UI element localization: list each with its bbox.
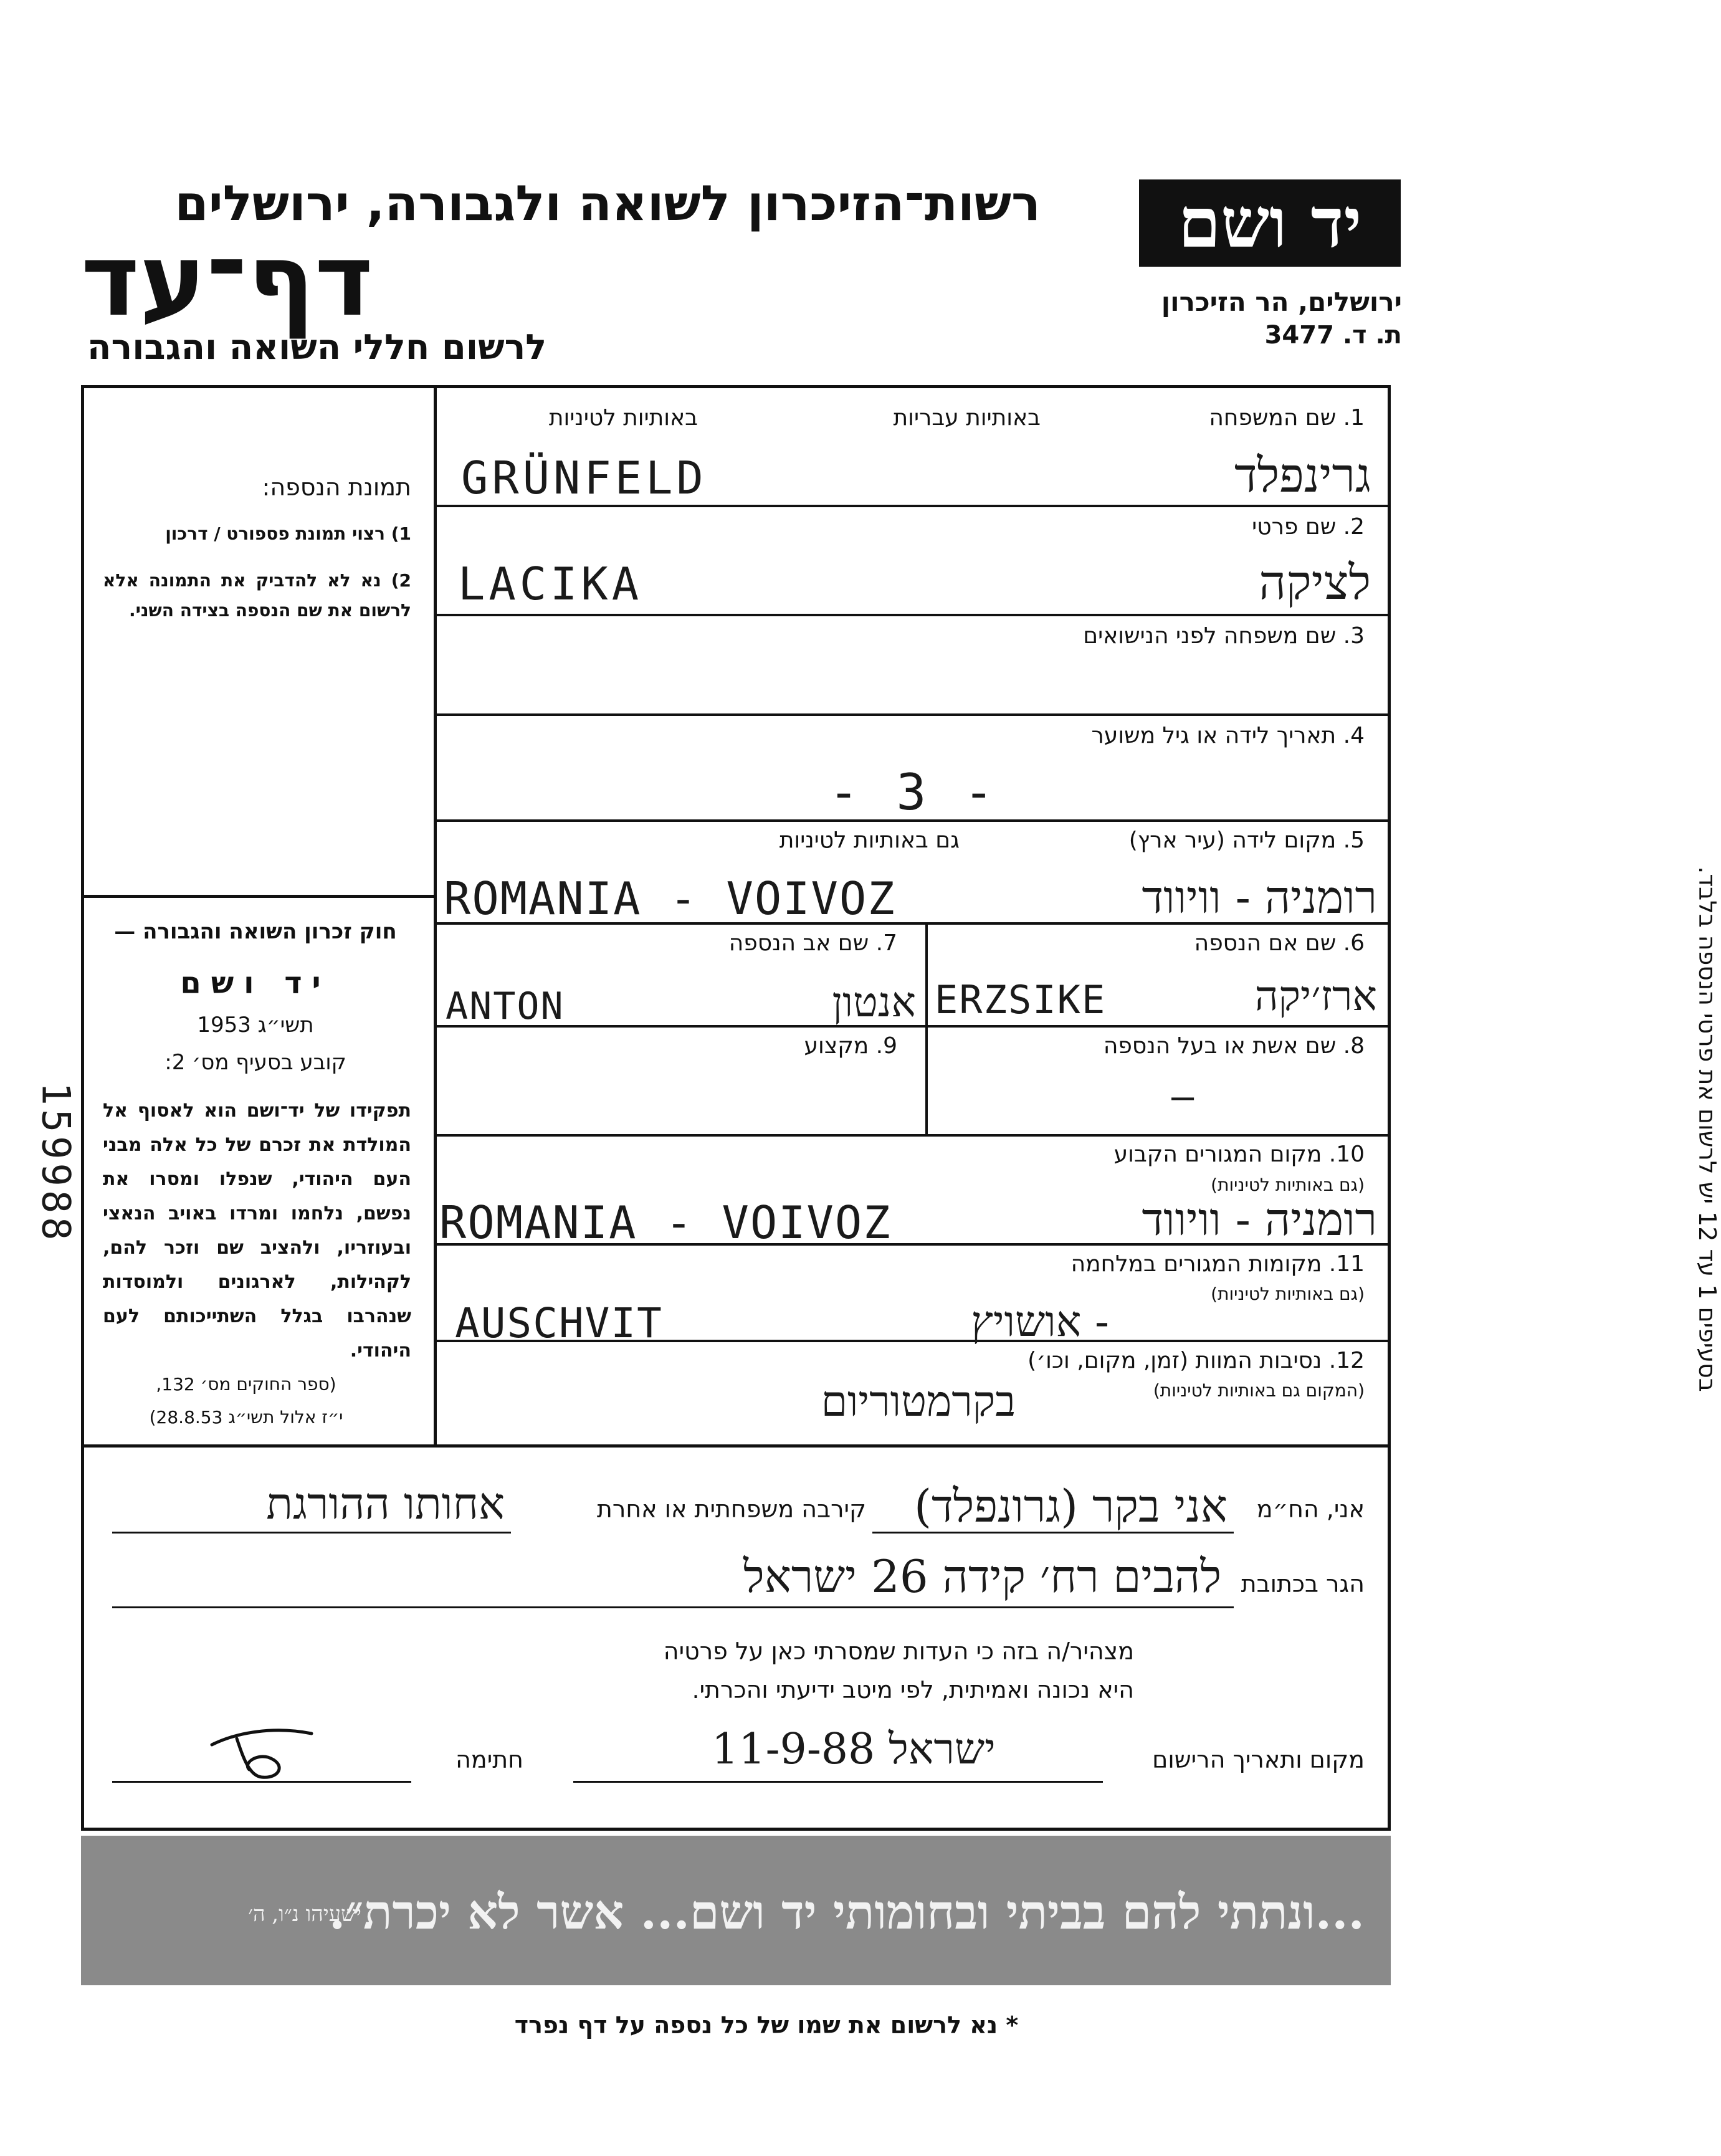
statement-line-1: מצהיר/ה בזה כי העדות שמסרתי כאן על פרטיה <box>663 1638 1134 1665</box>
logo-text: יד ושם <box>1178 183 1362 263</box>
field-6-label: 6. שם אם הנספה <box>1194 930 1365 956</box>
field-11-latin-value: AUSCHVIT <box>455 1299 663 1347</box>
address-line-rule <box>112 1606 1234 1608</box>
signature-mark <box>199 1720 324 1788</box>
latin-letters-note: באותיות לטיניות <box>548 405 698 431</box>
row-line <box>436 1134 1390 1137</box>
address-value: להבים רח׳ קידה 26 ישראל <box>743 1550 1221 1603</box>
field-10-note: (גם באותיות לטיניות) <box>1211 1175 1365 1195</box>
place-date-line <box>573 1781 1103 1783</box>
relation-value: אחותו ההורגת <box>266 1478 505 1529</box>
form-title: דף־עד <box>81 222 374 338</box>
field-4-label: 4. תאריך לידה או גיל משוער <box>1091 723 1365 748</box>
relation-label: קירבה משפחתית או אחרת <box>596 1495 866 1523</box>
yad-vashem-logo <box>1139 179 1401 267</box>
section-line <box>81 1444 1391 1448</box>
statement-line-2: היא נכונה ואמיתית, לפי מיטב ידיעתי והכרתי. <box>692 1676 1134 1704</box>
field-12-note: (המקום גם באותיות לטיניות) <box>1153 1380 1365 1401</box>
field-12-value: בקרמטוריום <box>821 1377 1016 1426</box>
field-10-label: 10. מקום המגורים הקבוע <box>1113 1142 1365 1167</box>
hebrew-letters-note: באותיות עבריות <box>893 405 1041 431</box>
photo-title: תמונת הנספה: <box>262 474 411 501</box>
field-7-latin-value: ANTON <box>446 985 565 1028</box>
law-title: חוק זכרון השואה והגבורה — <box>114 919 397 944</box>
row-line <box>436 614 1390 616</box>
field-3-label: 3. שם משפחה לפני הנישואים <box>1083 623 1365 649</box>
field-1-label: 1. שם המשפחה <box>1209 405 1365 431</box>
photo-note-2: 2) נא לא להדביק את התמונה אלא לרשום את שם הנספה בצידה השני. <box>103 570 411 621</box>
field-11-note: (גם באותיות לטיניות) <box>1211 1284 1365 1304</box>
row-line <box>436 713 1390 716</box>
footnote: * נא לרשום את שמו של כל נספה על דף נפרד <box>514 2011 1019 2039</box>
field-2-latin-value: LACIKA <box>458 558 643 610</box>
address-label: הגר בכתובת <box>1241 1570 1365 1598</box>
field-5-latin-note: גם באותיות לטיניות <box>779 828 960 853</box>
row-line <box>436 505 1390 507</box>
field-5-latin-value: ROMANIA - VOIVOZ <box>444 872 896 925</box>
banner-source: ישעיהו נ״ו, ה׳ <box>248 1902 361 1927</box>
field-6-hebrew-value: ארז׳יקה <box>1254 972 1377 1020</box>
field-2-hebrew-value: לציקה <box>1259 555 1371 610</box>
po-box: ת. ד. 3477 <box>1264 321 1402 350</box>
declarant-value: אני בקר (גרונפלד) <box>913 1480 1228 1532</box>
field-1-hebrew-value: גרינפלד <box>1234 447 1371 503</box>
field-4-value: - 3 - <box>829 763 998 821</box>
margin-number: 159988 <box>33 1082 79 1244</box>
field-5-label: 5. מקום לידה (עיר ארץ) <box>1128 828 1365 853</box>
photo-note-1: 1) רצוי תמונת פספורט / דרכון <box>165 523 411 544</box>
cell-divider <box>925 922 928 1134</box>
left-column-split <box>81 895 436 898</box>
field-12-label: 12. נסיבות המוות (זמן, מקום, וכו׳) <box>1027 1348 1365 1373</box>
field-11-label: 11. מקומות המגורים במלחמה <box>1070 1251 1365 1277</box>
field-8-value: — <box>1171 1075 1198 1119</box>
law-source-2: י״ז אלול תשי״ג 28.8.53) <box>149 1407 343 1428</box>
quote-banner <box>81 1836 1391 1985</box>
field-9-label: 9. מקצוע <box>804 1033 897 1059</box>
relation-line <box>112 1532 511 1534</box>
field-2-label: 2. שם פרטי <box>1252 514 1365 540</box>
declarant-prefix: אני, הח״מ <box>1256 1495 1365 1523</box>
place-date-label: מקום ותאריך הרישום <box>1152 1746 1365 1773</box>
field-6-latin-value: ERZSIKE <box>935 977 1107 1023</box>
address-line: ירושלים, הר הזיכרון <box>1161 287 1402 317</box>
column-divider <box>434 385 437 1444</box>
side-note: בסעיפים 1 עד 12 יש לרשום את פרטי הנספה בלבד. <box>1694 866 1721 1392</box>
field-10-hebrew-value: רומניה - וויווד <box>1142 1193 1377 1246</box>
field-10-latin-value: ROMANIA - VOIVOZ <box>439 1196 892 1249</box>
field-7-hebrew-value: אנטון <box>832 978 916 1026</box>
law-clause: קובע בסעיף מס׳ 2: <box>164 1050 346 1075</box>
place-date-value: ישראל 11-9-88 <box>712 1725 996 1774</box>
authority-title: רשות־הזיכרון לשואה ולגבורה, ירושלים <box>174 176 1041 232</box>
form-subtitle: לרשום חללי השואה והגבורה <box>87 327 547 368</box>
field-8-label: 8. שם אשת או בעל הנספה <box>1103 1033 1365 1059</box>
banner-quote: ...ונתתי להם בביתי ובחומותי יד ושם... אשר לא יכרת״. <box>328 1884 1365 1940</box>
field-1-latin-value: GRÜNFELD <box>461 452 707 504</box>
law-year: תשי״ג 1953 <box>197 1013 314 1037</box>
field-11-hebrew-value: - אושויץ <box>971 1297 1109 1347</box>
law-body: תפקידו של יד־ושם הוא לאסוף אל המולדת את זכרם של כל אלה מבני העם היהודי, שנפלו ומסרו את נפשם, נלחמו ומרדו באויב הנאצי ובעוזריו, ולהציב שם וזכר להם, לקהילות, לארגונים ולמוסדות שנהרבו בגלל השתייכותם לעם היהודי. <box>103 1100 411 1362</box>
signature-label: חתימה <box>455 1746 523 1773</box>
law-name: יד ושם <box>180 966 331 1001</box>
law-source-1: (ספר החוקים מס׳ 132, <box>156 1374 336 1395</box>
field-7-label: 7. שם אב הנספה <box>728 930 897 956</box>
field-5-hebrew-value: רומניה - וויווד <box>1142 871 1377 923</box>
